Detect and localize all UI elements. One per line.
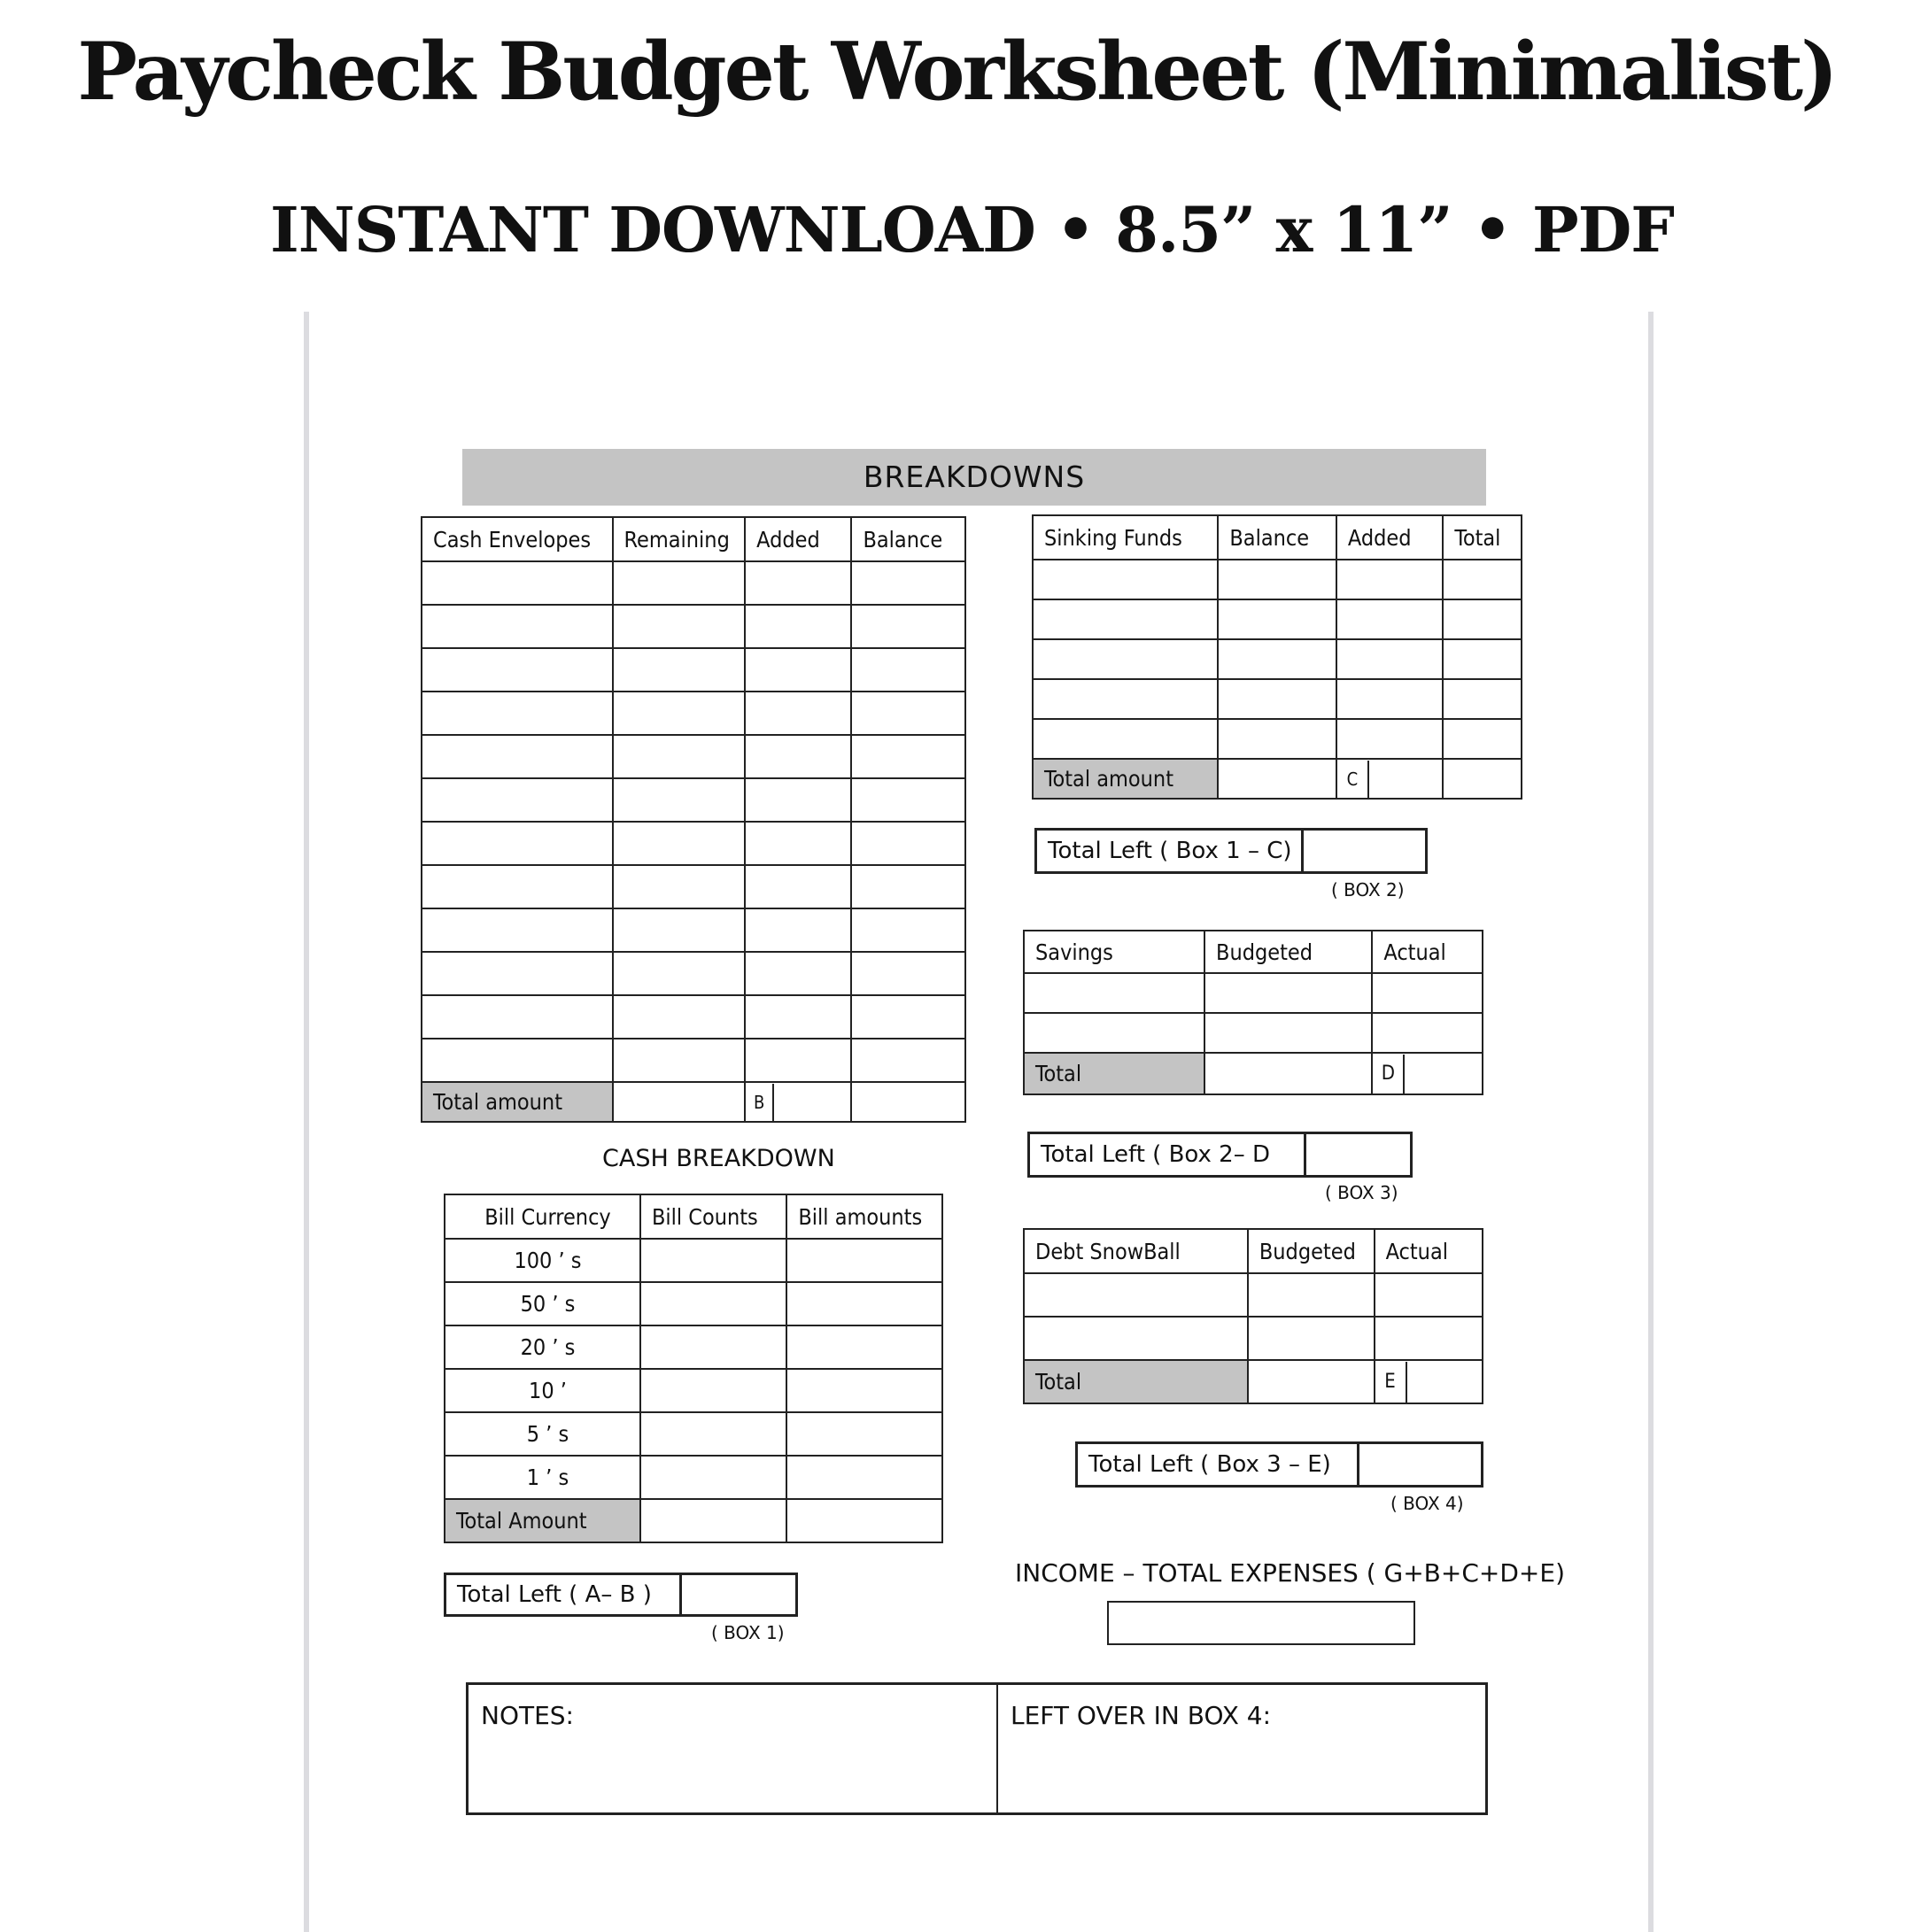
total-left-box1-c (1034, 828, 1428, 874)
box-2-label: ( BOX 2) (1331, 879, 1405, 900)
table-row (445, 1412, 942, 1456)
col-header-bill-amounts: Bill amounts (786, 1194, 942, 1239)
col-header-balance: Balance (851, 517, 965, 561)
col-header-budgeted: Budgeted (1204, 931, 1372, 973)
total-row (1024, 1360, 1483, 1403)
table-header-row (1024, 931, 1483, 973)
bill-1s: 1 ’ s (445, 1456, 640, 1499)
table-row (445, 1282, 942, 1325)
breakdowns-banner: BREAKDOWNS (462, 449, 1486, 506)
total-row (1024, 1053, 1483, 1094)
table-row (445, 1369, 942, 1412)
col-header-savings: Savings (1024, 931, 1204, 973)
box-3-label: ( BOX 3) (1325, 1182, 1398, 1203)
table-header-row (422, 517, 965, 561)
cash-breakdown-table (444, 1194, 943, 1543)
bill-50s: 50 ’ s (445, 1282, 640, 1325)
marker-b: B (746, 1084, 774, 1121)
table-row (1033, 639, 1522, 679)
table-row (445, 1456, 942, 1499)
total-row (445, 1499, 942, 1542)
col-header-cash-envelopes: Cash Envelopes (422, 517, 613, 561)
table-header-row (1033, 515, 1522, 560)
notes-label: NOTES: (469, 1685, 998, 1812)
col-header-debt-snowball: Debt SnowBall (1024, 1229, 1248, 1273)
total-label: Total (1024, 1360, 1248, 1403)
col-header-balance: Balance (1218, 515, 1336, 560)
total-left-a-b (444, 1573, 798, 1617)
total-label: Total (1024, 1053, 1204, 1094)
table-row (422, 908, 965, 952)
col-header-actual: Actual (1372, 931, 1483, 973)
table-row (422, 1039, 965, 1082)
total-left-box2-d-label: Total Left ( Box 2– D (1030, 1134, 1306, 1175)
table-row (422, 735, 965, 778)
box-4-label: ( BOX 4) (1390, 1493, 1464, 1514)
bill-10s: 10 ’ (445, 1369, 640, 1412)
col-header-actual: Actual (1375, 1229, 1483, 1273)
table-header-row (445, 1194, 942, 1239)
col-header-remaining: Remaining (613, 517, 746, 561)
total-left-box3-e (1075, 1441, 1483, 1488)
table-row (445, 1239, 942, 1282)
col-header-bill-counts: Bill Counts (640, 1194, 786, 1239)
table-header-row (1024, 1229, 1483, 1273)
cash-envelopes-table (421, 516, 966, 1123)
marker-c: C (1337, 761, 1369, 798)
col-header-sinking-funds: Sinking Funds (1033, 515, 1218, 560)
table-row (1024, 1013, 1483, 1053)
col-header-added: Added (745, 517, 851, 561)
table-row (445, 1325, 942, 1369)
total-left-box3-e-label: Total Left ( Box 3 – E) (1078, 1444, 1359, 1485)
col-header-added: Added (1336, 515, 1443, 560)
table-row (1033, 599, 1522, 639)
debt-snowball-table (1023, 1228, 1483, 1404)
income-total-expenses-label: INCOME – TOTAL EXPENSES ( G+B+C+D+E) (1015, 1558, 1566, 1588)
total-amount-label: Total Amount (445, 1499, 640, 1542)
table-row (1033, 560, 1522, 599)
notes-box (466, 1682, 1488, 1815)
savings-table (1023, 930, 1483, 1095)
leftover-label: LEFT OVER IN BOX 4: (1011, 1701, 1272, 1730)
page-subtitle: INSTANT DOWNLOAD • 8.5” x 11” • PDF (270, 193, 1674, 267)
total-row (422, 1082, 965, 1122)
total-left-a-b-label: Total Left ( A– B ) (446, 1575, 682, 1614)
table-row (1024, 1317, 1483, 1360)
page-title: Paycheck Budget Worksheet (Minimalist) (77, 25, 1836, 119)
table-row (422, 822, 965, 865)
table-row (1024, 1273, 1483, 1317)
bill-100s: 100 ’ s (445, 1239, 640, 1282)
income-total-expenses-box (1107, 1601, 1415, 1645)
table-row (422, 995, 965, 1039)
table-row (1033, 719, 1522, 759)
total-left-box2-d (1027, 1132, 1413, 1178)
col-header-budgeted: Budgeted (1248, 1229, 1375, 1273)
table-row (422, 561, 965, 605)
table-row (422, 648, 965, 692)
col-header-bill-currency: Bill Currency (445, 1194, 640, 1239)
table-row (1024, 973, 1483, 1013)
table-row (422, 952, 965, 995)
box-1-label: ( BOX 1) (711, 1622, 785, 1643)
table-row (1033, 679, 1522, 719)
col-header-total: Total (1443, 515, 1522, 560)
total-amount-label: Total amount (1033, 759, 1218, 799)
total-amount-label: Total amount (422, 1082, 613, 1122)
cash-breakdown-title: CASH BREAKDOWN (602, 1145, 835, 1172)
total-left-box1-c-label: Total Left ( Box 1 – C) (1037, 831, 1304, 871)
marker-e: E (1375, 1362, 1407, 1403)
marker-d: D (1373, 1055, 1405, 1094)
total-row (1033, 759, 1522, 799)
bill-20s: 20 ’ s (445, 1325, 640, 1369)
table-row (422, 605, 965, 648)
table-row (422, 865, 965, 908)
sinking-funds-table (1032, 514, 1522, 800)
bill-5s: 5 ’ s (445, 1412, 640, 1456)
table-row (422, 778, 965, 822)
table-row (422, 692, 965, 735)
